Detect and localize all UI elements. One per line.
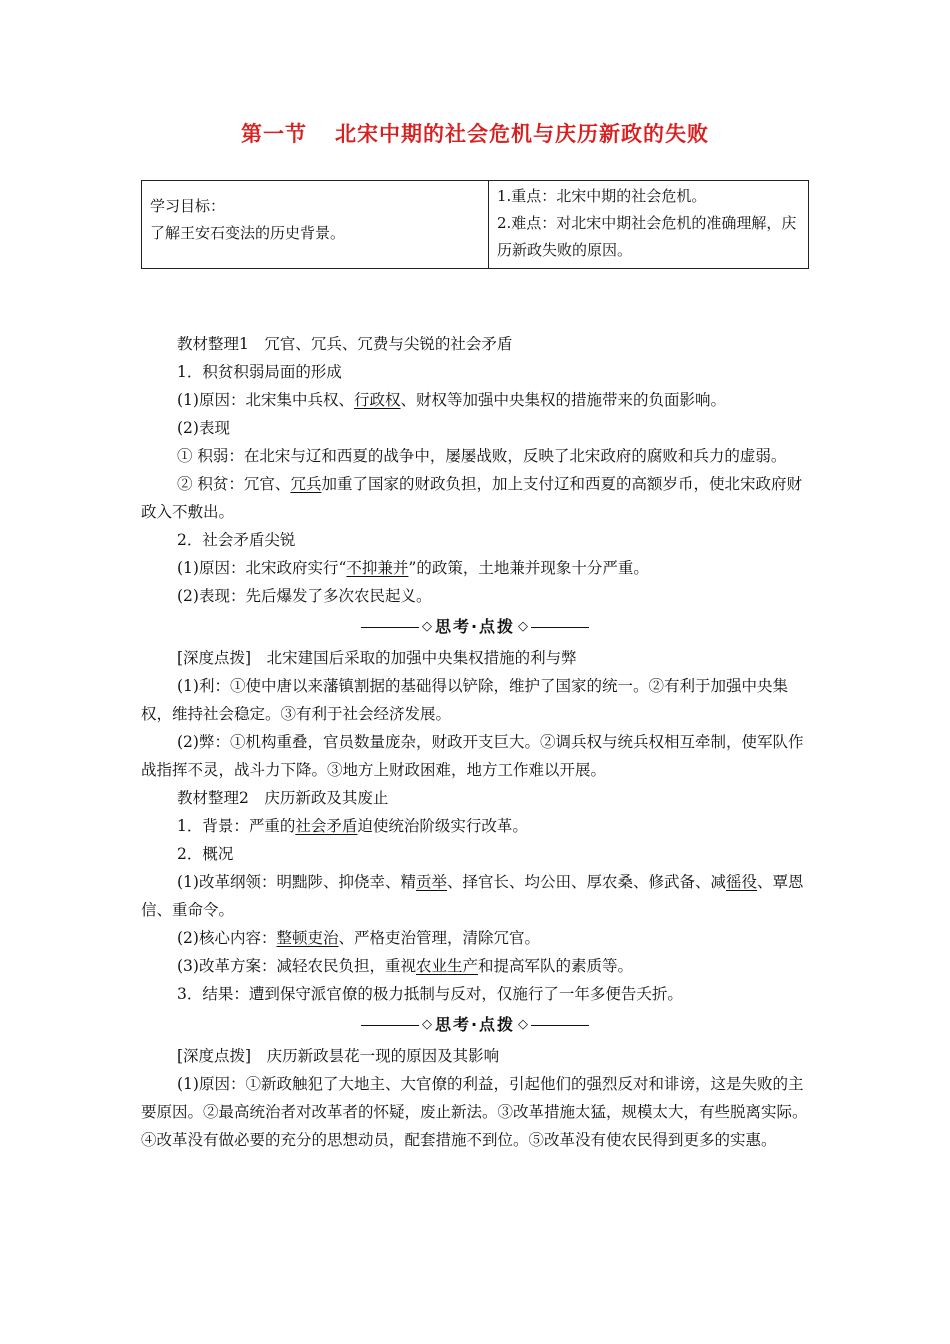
part1-s2-show: (2)表现：先后爆发了多次农民起义。	[177, 587, 432, 605]
learning-goals-label: 学习目标：	[150, 197, 226, 215]
part2-program: (1)改革纲领：明黜陟、抑侥幸、精贡举、择官长、均公田、厚农桑、修武备、减徭役、覃恩信、重命令。	[141, 873, 804, 919]
part2-core: (2)核心内容：整顿吏治、严格吏治管理，清除冗官。	[177, 929, 540, 947]
main-content	[141, 330, 809, 1154]
underlined-term: 社会矛盾	[295, 817, 358, 835]
divider-line	[361, 627, 419, 628]
think-divider	[141, 610, 809, 644]
part1-s2-title: 2．社会矛盾尖锐	[177, 531, 296, 549]
learning-goals-text: 了解王安石变法的历史背景。	[150, 224, 346, 242]
underlined-term: 贡举	[415, 873, 447, 891]
part2-result: 3．结果：遭到保守派官僚的极力抵制与反对，仅施行了一年多便告夭折。	[177, 985, 683, 1003]
divider-line	[531, 1025, 589, 1026]
difficulty-text: 2.难点：对北宋中期社会危机的准确理解，庆历新政失败的原因。	[497, 214, 797, 259]
underlined-term: 徭役	[726, 873, 758, 891]
part1-s2-cause: (1)原因：北宋政府实行“不抑兼并”的政策，土地兼并现象十分严重。	[177, 559, 649, 577]
underlined-term: 整顿吏治	[276, 929, 339, 947]
learning-goals-cell	[142, 181, 489, 269]
part1-s1-cause: (1)原因：北宋集中兵权、行政权、财权等加强中央集权的措施带来的负面影响。	[177, 391, 726, 409]
section-name: 北宋中期的社会危机与庆历新政的失败	[335, 122, 709, 146]
divider-line	[361, 1025, 419, 1026]
section-number: 第一节	[241, 122, 307, 146]
part1-s1-weak: ① 积弱：在北宋与辽和西夏的战争中，屡屡战败，反映了北宋政府的腐败和兵力的虚弱。	[177, 447, 787, 465]
divider-line	[531, 627, 589, 628]
think-divider	[141, 1008, 809, 1042]
part1-s1-show: (2)表现	[177, 419, 230, 437]
think-label: 思考·点拨	[434, 617, 516, 636]
think-label: 思考·点拨	[434, 1015, 516, 1034]
diamond-icon: ◇	[421, 619, 432, 634]
part2-background: 1．背景：严重的社会矛盾迫使统治阶级实行改革。	[177, 817, 528, 835]
underlined-term: 冗兵	[290, 475, 322, 493]
think2-heading: [深度点拨] 庆历新政昙花一现的原因及其影响	[177, 1047, 500, 1065]
underlined-term: 农业生产	[415, 957, 478, 975]
diamond-icon: ◇	[518, 619, 529, 634]
diamond-icon: ◇	[421, 1017, 432, 1032]
part2-plan: (3)改革方案：减轻农民负担，重视农业生产和提高军队的素质等。	[177, 957, 633, 975]
think1-cons: (2)弊：①机构重叠，官员数量庞杂，财政开支巨大。②调兵权与统兵权相互牵制，使军队作战指挥不灵，战斗力下降。③地方上财政困难，地方工作难以开展。	[141, 733, 804, 779]
key-points-cell	[489, 181, 809, 269]
part2-overview: 2．概况	[177, 845, 234, 863]
part1-s1-poor: ② 积贫：冗官、冗兵加重了国家的财政负担，加上支付辽和西夏的高额岁币，使北宋政府财政入不敷出。	[141, 475, 802, 521]
underlined-term: 不抑兼并	[346, 559, 409, 577]
diamond-icon: ◇	[518, 1017, 529, 1032]
think1-heading: [深度点拨] 北宋建国后采取的加强中央集权措施的利与弊	[177, 649, 577, 667]
learning-goals-table	[141, 180, 809, 269]
think2-reason: (1)原因：①新政触犯了大地主、大官僚的利益，引起他们的强烈反对和诽谤，这是失败的主要原因。②最高统治者对改革者的怀疑，废止新法。③改革措施太猛，规模太大，有些脱离实际。④改革没有做必要的充分的思想动员，配套措施不到位。⑤改革没有使农民得到更多的实惠。	[141, 1075, 808, 1149]
part2-heading: 教材整理2 庆历新政及其废止	[177, 789, 389, 807]
key-point-text: 1.重点：北宋中期的社会危机。	[497, 187, 707, 205]
think1-pros: (1)利：①使中唐以来藩镇割据的基础得以铲除，维护了国家的统一。②有利于加强中央集权，维持社会稳定。③有利于社会经济发展。	[141, 677, 788, 723]
underlined-term: 行政权	[353, 391, 401, 409]
page-title	[0, 120, 950, 148]
part1-heading: 教材整理1 冗官、冗兵、冗费与尖锐的社会矛盾	[177, 335, 513, 353]
part1-s1-title: 1．积贫积弱局面的形成	[177, 363, 342, 381]
